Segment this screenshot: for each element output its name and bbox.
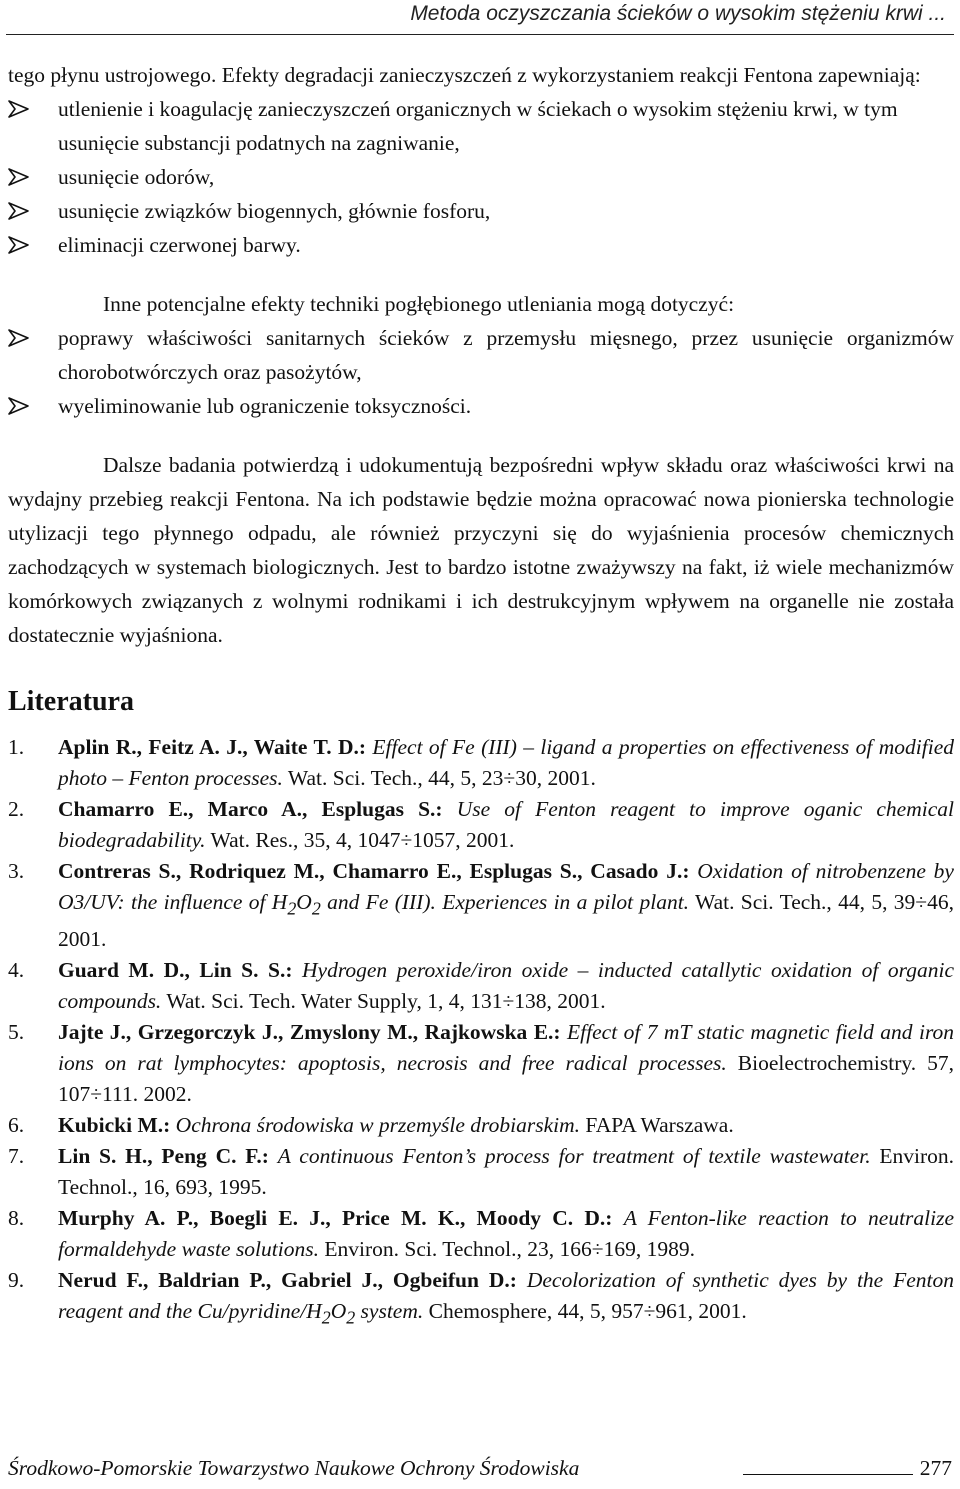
list-item-text: usunięcie odorów, <box>58 165 215 189</box>
reference-number: 5. <box>8 1020 25 1045</box>
reference-item <box>8 732 954 794</box>
reference-source: Wat. Sci. Tech., 44, 5, 39÷46, 2001. <box>58 890 954 952</box>
reference-title: A continuous Fenton’s process for treatment of textile wastewater. <box>277 1144 871 1169</box>
list-item-text: poprawy właściwości sanitarnych ścieków z przemysłu mięsnego, przez usunięcie organizmów chorobotwórczych oraz pasożytów, <box>58 326 954 384</box>
reference-authors: Lin S. H., Peng C. F.: <box>58 1144 269 1169</box>
reference-number: 7. <box>8 1144 25 1169</box>
literature-heading: Literatura <box>8 686 134 717</box>
reference-authors: Kubicki M.: <box>58 1113 171 1138</box>
effects-list <box>8 92 954 262</box>
reference-title: A Fenton-like reaction to neutralize formaldehyde waste solutions. <box>58 1206 955 1262</box>
reference-source: Wat. Sci. Tech., 44, 5, 23÷30, 2001. <box>287 766 596 790</box>
list-item <box>8 321 954 389</box>
reference-title: Ochrona środowiska w przemyśle drobiarskim. <box>175 1113 580 1138</box>
reference-item <box>8 955 954 1017</box>
reference-source: Wat. Res., 35, 4, 1047÷1057, 2001. <box>210 828 515 852</box>
reference-source: Environ. Technol., 16, 693, 1995. <box>58 1144 955 1200</box>
reference-item <box>8 1110 954 1141</box>
reference-number: 6. <box>8 1113 25 1138</box>
list-item <box>8 92 954 160</box>
reference-list <box>8 732 954 1334</box>
arrow-bullet-icon <box>8 321 32 355</box>
list-item-text: utlenienie i koagulację zanieczyszczeń organicznych w ściekach o wysokim stężeniu krwi, w tym usunięcie substancji podatnych na zagniwanie, <box>58 97 898 155</box>
reference-authors: Jajte J., Grzegorczyk J., Zmyslony M., Rajkowska E.: <box>58 1020 561 1045</box>
reference-item <box>8 1141 954 1203</box>
reference-authors: Contreras S., Rodriquez M., Chamarro E., Esplugas S., Casado J.: <box>58 859 690 883</box>
list-item-text: eliminacji czerwonej barwy. <box>58 233 301 257</box>
page-footer <box>8 1456 952 1486</box>
reference-item <box>8 794 954 856</box>
reference-source: Bioelectrochemistry. 57, 107÷111. 2002. <box>58 1051 954 1107</box>
arrow-bullet-icon <box>8 160 32 194</box>
reference-title: Decolorization of synthetic dyes by the Fenton reagent and the $Cu/pyridine/H_2O_2$ system. <box>58 1268 955 1328</box>
reference-authors: Guard M. D., Lin S. S.: <box>58 958 293 983</box>
reference-title: Effect of Fe (III) – ligand a properties on effectiveness of modified photo – Fenton processes. <box>58 735 955 790</box>
reference-item <box>8 856 954 955</box>
arrow-bullet-icon <box>8 228 32 262</box>
potential-effects-list <box>8 321 954 423</box>
arrow-bullet-icon <box>8 389 32 423</box>
reference-authors: Chamarro E., Marco A., Esplugas S.: <box>58 797 443 821</box>
reference-number: 1. <box>8 735 25 759</box>
reference-item <box>8 1265 954 1333</box>
footer-organization: Środkowo-Pomorskie Towarzystwo Naukowe Ochrony Środowiska <box>8 1456 580 1480</box>
reference-number: 8. <box>8 1206 25 1231</box>
arrow-bullet-icon <box>8 92 32 126</box>
page-number: 277 <box>919 1456 952 1480</box>
reference-authors: Nerud F., Baldrian P., Gabriel J., Ogbeifun D.: <box>58 1268 517 1293</box>
conclusion-paragraph: Dalsze badania potwierdzą i udokumentują bezpośredni wpływ składu oraz właściwości krwi na wydajny przebieg reakcji Fentona. Na ich podstawie będzie można opracować nowa pionierska technologie utylizacji tego płynnego odpadu, ale również przyczyni się do wyjaśnienia procesów chemicznych zachodzących w systemach biologicznych. Jest to bardzo istotne zważywszy na fakt, iż wiele mechanizmów komórkowych związanych z wolnymi rodnikami i ich destrukcyjnym wpływem na organelle nie została dostatecznie wyjaśniona. <box>8 453 954 647</box>
reference-title: Hydrogen peroxide/iron oxide – inducted catallytic oxidation of organic compounds. <box>58 958 954 1014</box>
list-item-text: wyeliminowanie lub ograniczenie toksyczności. <box>58 394 472 418</box>
page-body <box>8 58 954 1334</box>
list-item <box>8 389 954 423</box>
reference-authors: Murphy A. P., Boegli E. J., Price M. K., Moody C. D.: <box>58 1206 613 1231</box>
reference-authors: Aplin R., Feitz A. J., Waite T. D.: <box>58 735 367 759</box>
list-item <box>8 228 954 262</box>
reference-title: Use of Fenton reagent to improve oganic chemical biodegradability. <box>58 797 954 852</box>
reference-number: 3. <box>8 859 25 883</box>
potential-effects-paragraph: Inne potencjalne efekty techniki pogłębionego utleniania mogą dotyczyć: <box>103 292 735 316</box>
reference-source: Chemosphere, 44, 5, 957÷961, 2001. <box>428 1299 747 1324</box>
list-item <box>8 194 954 228</box>
reference-number: 9. <box>8 1268 25 1293</box>
footer-divider <box>743 1474 913 1475</box>
intro-paragraph: tego płynu ustrojowego. Efekty degradacji zanieczyszczeń z wykorzystaniem reakcji Fentona zapewniają: <box>8 63 921 87</box>
reference-title: Effect of 7 mT static magnetic field and iron ions on rat lymphocytes: apoptosis, necrosis and free radical processes. <box>58 1020 955 1076</box>
list-item <box>8 160 954 194</box>
list-item-text: usunięcie związków biogennych, głównie fosforu, <box>58 199 491 223</box>
reference-source: Environ. Sci. Technol., 23, 166÷169, 1989. <box>324 1237 695 1262</box>
running-header-title: Metoda oczyszczania ścieków o wysokim stężeniu krwi ... <box>410 2 946 25</box>
arrow-bullet-icon <box>8 194 32 228</box>
running-header <box>6 0 954 35</box>
reference-item <box>8 1017 954 1110</box>
reference-title: Oxidation of nitrobenzene by O3/UV: the influence of $H_2O_2$ and Fe (III). Experiences in a pilot plant. <box>58 859 954 919</box>
reference-source: FAPA Warszawa. <box>585 1113 734 1138</box>
reference-source: Wat. Sci. Tech. Water Supply, 1, 4, 131÷138, 2001. <box>166 989 606 1014</box>
reference-item <box>8 1203 954 1265</box>
reference-number: 4. <box>8 958 25 983</box>
reference-number: 2. <box>8 797 25 821</box>
